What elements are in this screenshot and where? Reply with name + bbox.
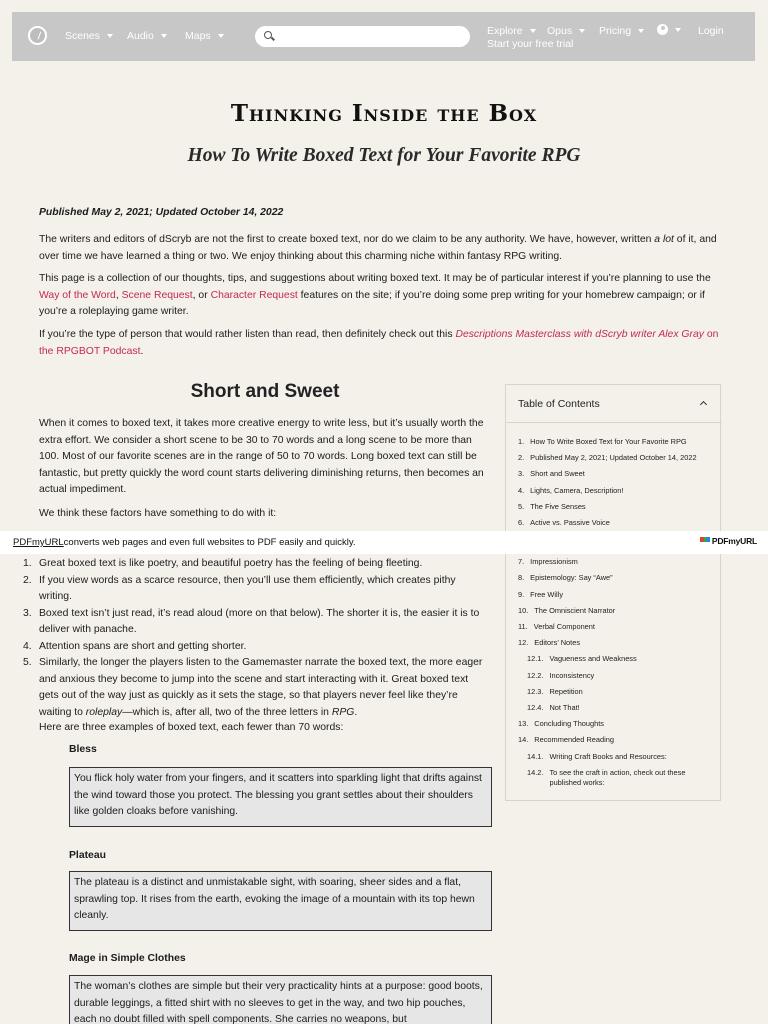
toc-item[interactable]: 7. Impressionism xyxy=(518,557,578,567)
search-input[interactable] xyxy=(255,26,470,47)
pdfmyurl-link[interactable]: PDFmyURL xyxy=(13,537,64,548)
chevron-up-icon[interactable] xyxy=(700,401,707,408)
toc-subitem[interactable]: 12.4. Not That! xyxy=(527,703,580,713)
toc-item[interactable]: 6. Active vs. Passive Voice xyxy=(518,518,610,528)
nav-explore[interactable] xyxy=(487,25,536,37)
example-title-mage: Mage in Simple Clothes xyxy=(69,953,186,964)
toc-title: Table of Contents xyxy=(518,398,600,410)
toc-item[interactable]: 9. Free Willy xyxy=(518,589,564,599)
page-title: Thinking Inside the Box xyxy=(230,100,538,127)
character-request-link[interactable]: Character Request xyxy=(210,289,298,301)
toc-subitem[interactable]: 12.2. Inconsistency xyxy=(527,670,595,680)
nav-pricing[interactable] xyxy=(599,25,644,37)
toc-item[interactable]: 12. Editors’ Notes xyxy=(518,638,581,648)
masterclass-link[interactable]: Descriptions Masterclass with dScryb writer Alex Gray on the RPGBOT Podcast xyxy=(39,329,719,357)
toc-subitem[interactable]: 12.3. Repetition xyxy=(527,686,583,696)
pdfmyurl-logo: PDFmyURL xyxy=(700,536,757,546)
toc-item[interactable]: 13. Concluding Thoughts xyxy=(518,719,604,729)
nav-explore-label: Explore xyxy=(487,25,523,37)
caret-down-icon xyxy=(675,28,681,32)
nav-scenes-label: Scenes xyxy=(65,30,101,42)
section-heading-short-and-sweet: Short and Sweet xyxy=(190,381,340,402)
nav-pricing-label: Pricing xyxy=(599,25,632,37)
table-of-contents xyxy=(505,384,721,801)
short-and-sweet-paragraph: When it comes to boxed text, it takes more creative energy to write less, but it’s usually worth the extra effort. We consider a short scene to be 30 to 70 words and a long scene to be more than 100. Most of our favorite scenes are in the range of 50 to 70 words. Long boxed text can still be fantastic, but pretty quickly the word count starts delivering diminishing returns, then becomes an actual impediment. xyxy=(39,418,484,495)
list-item: 3. Boxed text isn’t just read, it’s read aloud (more on that below). The shorter it is, the easier it is to deliver with panache. xyxy=(23,607,480,635)
example-title-bless: Bless xyxy=(69,744,97,755)
list-item: 4. Attention spans are short and getting shorter. xyxy=(23,640,247,652)
caret-down-icon xyxy=(161,34,167,38)
pdfmyurl-text: converts web pages and even full websites to PDF easily and quickly. xyxy=(63,537,356,548)
toc-item[interactable]: 5. The Five Senses xyxy=(518,501,586,511)
nav-audio-label: Audio xyxy=(127,30,154,42)
example-box-plateau: The plateau is a distinct and unmistakable sight, with soaring, sheer sides and a flat, sprawling top. It rises from the earth, evoking the image of a mountain with its top hewn cleanly. xyxy=(69,871,492,931)
nav-audio[interactable] xyxy=(127,30,167,42)
caret-down-icon xyxy=(218,34,224,38)
toc-subitem[interactable]: 14.2. To see the craft in action, check out these published works: xyxy=(527,767,686,787)
pdfmyurl-banner xyxy=(0,531,768,554)
toc-item[interactable]: 1. How To Write Boxed Text for Your Favorite RPG xyxy=(518,437,687,446)
toc-item[interactable]: 4. Lights, Camera, Description! xyxy=(518,485,624,495)
scene-request-link[interactable]: Scene Request xyxy=(121,289,193,301)
user-icon xyxy=(657,24,668,35)
toc-item[interactable]: 10. The Omniscient Narrator xyxy=(518,605,616,615)
page-subtitle: How To Write Boxed Text for Your Favorite RPG xyxy=(187,145,581,166)
toc-item[interactable]: 2. Published May 2, 2021; Updated October 14, 2022 xyxy=(518,453,697,463)
caret-down-icon xyxy=(107,34,113,38)
toc-subitem[interactable]: 14.1. Writing Craft Books and Resources: xyxy=(527,751,667,761)
pdfmyurl-logo-icon xyxy=(700,537,710,542)
login-link[interactable]: Login xyxy=(698,25,724,37)
list-item: 1. Great boxed text is like poetry, and beautiful poetry has the feeling of being fleeting. xyxy=(23,558,423,569)
intro-paragraph-2: This page is a collection of our thoughts, tips, and suggestions about writing boxed text. It may be of particular interest if you’re planning to use the Way of the Word, Scene Request, or Character Request features on the site; if you’re doing some prep writing for your homebrew campaign; or if you’re a roleplaying game writer. xyxy=(39,273,711,317)
account-menu[interactable] xyxy=(657,24,681,35)
nav-opus-label: Opus xyxy=(547,25,573,37)
search-icon xyxy=(264,31,272,39)
factors-list xyxy=(23,556,487,721)
toc-subitem[interactable]: 12.1. Vagueness and Weakness xyxy=(527,654,637,664)
toc-header[interactable] xyxy=(506,385,722,423)
nav-maps[interactable] xyxy=(185,30,224,42)
site-logo-icon[interactable] xyxy=(28,26,47,45)
toc-item[interactable]: 14. Recommended Reading xyxy=(518,735,614,745)
list-item: 2. If you view words as a scarce resource, then you’ll use them efficiently, which creates pithy writing. xyxy=(23,574,456,602)
published-date: Published May 2, 2021; Updated October 14, 2022 xyxy=(39,207,284,218)
caret-down-icon xyxy=(530,29,536,33)
intro-paragraph-1: The writers and editors of dScryb are not the first to create boxed text, nor do we claim to be any authority. We have, however, written a lot of it, and over time we have learned a thing or two. We enjoy thinking about this charming niche within fantasy RPG writing. xyxy=(39,234,717,262)
nav-maps-label: Maps xyxy=(185,30,211,42)
nav-opus[interactable] xyxy=(547,25,585,37)
way-of-the-word-link[interactable]: Way of the Word xyxy=(39,289,116,301)
caret-down-icon xyxy=(579,29,585,33)
caret-down-icon xyxy=(638,29,644,33)
free-trial-link[interactable]: Start your free trial xyxy=(487,38,574,50)
toc-item[interactable]: 3. Short and Sweet xyxy=(518,469,585,479)
example-box-mage: The woman’s clothes are simple but their very practicality hints at a purpose: good boots, durable leggings, a fitted shirt with no sleeves to get in the way, and two hip pouches, each no doubt filled with spell components. She carries no weapons, but xyxy=(69,975,492,1024)
examples-intro: Here are three examples of boxed text, each fewer than 70 words: xyxy=(39,722,344,733)
toc-item[interactable]: 8. Epistemology: Say “Awe” xyxy=(518,573,613,583)
toc-list xyxy=(518,434,718,788)
example-title-plateau: Plateau xyxy=(69,850,106,861)
nav-scenes[interactable] xyxy=(65,30,113,42)
toc-item[interactable]: 11. Verbal Component xyxy=(518,622,595,632)
list-item: 5. Similarly, the longer the players listen to the Gamemaster narrate the boxed text, the more eager and anxious they become to jump into the scene and start interacting with it. Great boxed text gets out of the way just as quickly as it sets the stage, so that players never feel like they’re waiting to roleplay—which is, after all, two of the three letters in RPG. xyxy=(23,657,483,718)
factors-intro: We think these factors have something to do with it: xyxy=(39,508,277,519)
example-box-bless: You flick holy water from your fingers, and it scatters into sparkling light that drifts against the wind toward those you protect. The blessing you grant settles about their shoulders like golden cloaks before vanishing. xyxy=(69,767,492,827)
intro-paragraph-3: If you’re the type of person that would rather listen than read, then definitely check out this Descriptions Masterclass with dScryb writer Alex Gray on the RPGBOT Podcast. xyxy=(39,329,719,357)
top-navbar xyxy=(12,12,755,61)
